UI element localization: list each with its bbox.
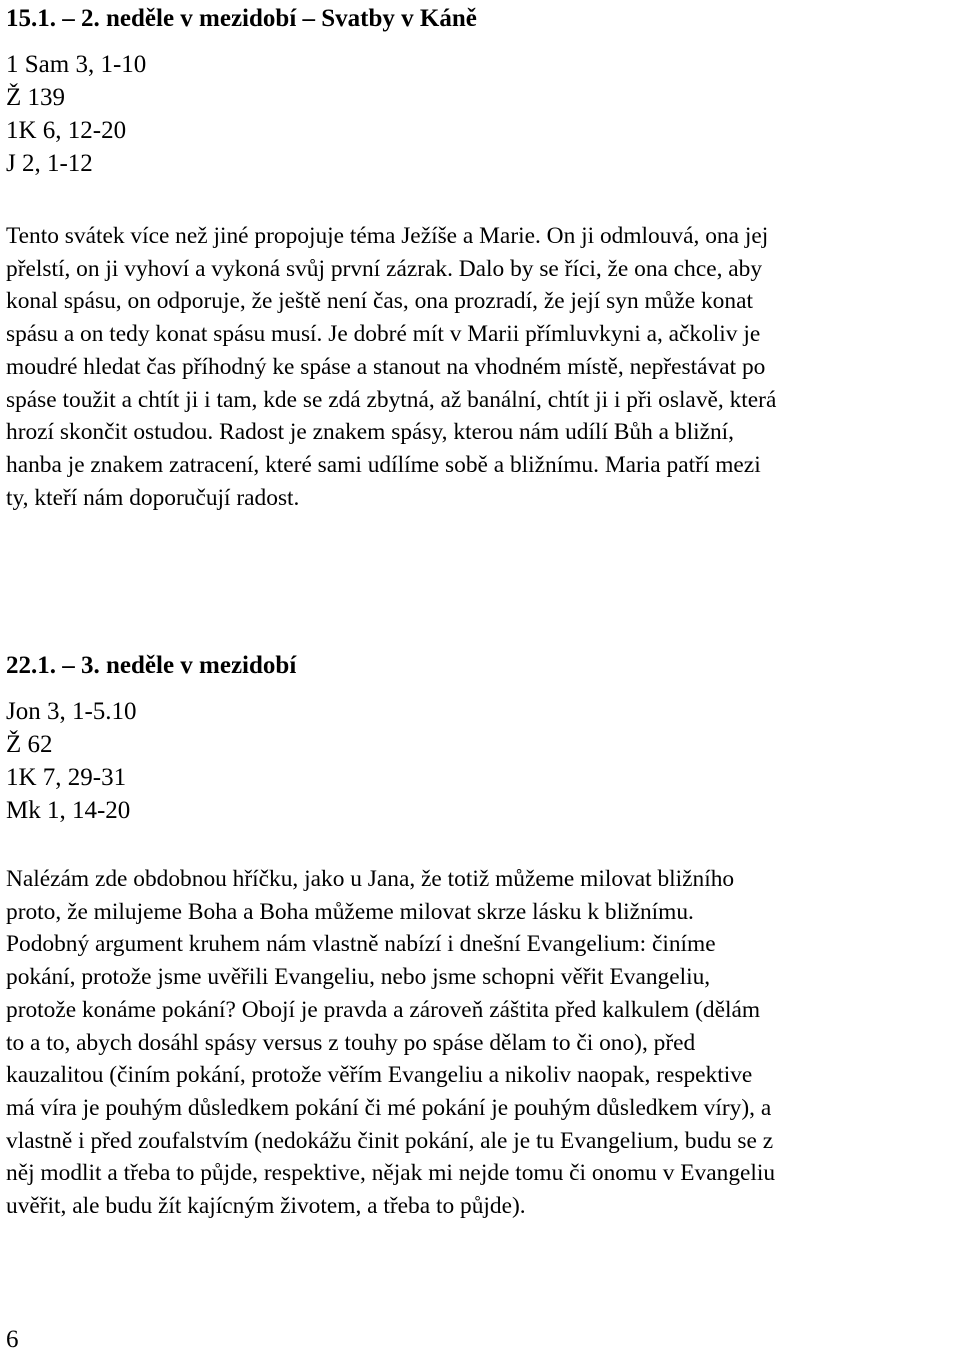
text-line: to a to, abych dosáhl spásy versus z touhy po spáse dělam to či ono), před [6, 1029, 696, 1056]
text-line: Nalézám zde obdobnou hříčku, jako u Jana, že totiž můžeme milovat bližního [6, 866, 735, 892]
reading-2: Ž 62 [6, 731, 53, 758]
section-title: 22.1. – 3. neděle v mezidobí [6, 652, 297, 679]
readings-list [6, 48, 956, 180]
text-line: hrozí skončit ostudou. Radost je znakem spásy, kterou nám udílí Bůh a bližní, [6, 419, 735, 446]
text-line: spáse toužit a chtít ji i tam, kde se zdá zbytná, až banální, chtít ji i při oslavě, která [6, 386, 777, 413]
text-line: hanba je znakem zatracení, které sami udílíme sobě a bližnímu. Maria patří mezi [6, 451, 761, 478]
reading-4: Mk 1, 14-20 [6, 797, 131, 824]
text-line: konal spásu, on odporuje, že ještě není čas, ona prozradí, že její syn může konat [6, 288, 753, 315]
text-line: uvěřit, ale budu žít kajícným životem, a třeba to půjde). [6, 1193, 526, 1220]
section-week-3 [6, 649, 956, 1223]
reflection-text [6, 863, 956, 1223]
reading-1: Jon 3, 1-5.10 [6, 698, 137, 725]
reading-3: 1K 6, 12-20 [6, 117, 127, 144]
text-line: vlastně i před zoufalstvím (nedokážu činit pokání, ale je tu Evangelium, budu se z [6, 1127, 774, 1154]
reflection-text [6, 220, 956, 514]
text-line: přelstí, on ji vyhoví a vykoná svůj první zázrak. Dalo by se říci, že ona chce, aby [6, 255, 763, 282]
text-line: něj modlit a třeba to půjde, respektive, nějak mi nejde tomu či onomu v Evangeliu [6, 1160, 776, 1187]
section-week-2 [6, 2, 956, 514]
text-line: Tento svátek více než jiné propojuje téma Ježíše a Marie. On ji odmlouvá, ona jej [6, 223, 769, 249]
section-title: 15.1. – 2. neděle v mezidobí – Svatby v Káně [6, 5, 477, 32]
text-line: spásu a on tedy konat spásu musí. Je dobré mít v Marii přímluvkyni a, ačkoliv je [6, 321, 761, 348]
text-line: proto, že milujeme Boha a Boha můžeme milovat skrze lásku k bližnímu. [6, 898, 694, 925]
text-line: moudré hledat čas příhodný ke spáse a stanout na vhodném místě, nepřestávat po [6, 353, 766, 380]
text-line: Podobný argument kruhem nám vlastně nabízí i dnešní Evangelium: činíme [6, 931, 716, 958]
text-line: kauzalitou (činím pokání, protože věřím Evangeliu a nikoliv naopak, respektive [6, 1062, 753, 1089]
page-number: 6 [6, 1326, 19, 1353]
document-page [6, 0, 956, 1220]
readings-list [6, 695, 956, 827]
text-line: pokání, protože jsme uvěřili Evangeliu, nebo jsme schopni věřit Evangeliu, [6, 964, 711, 991]
reading-1: 1 Sam 3, 1-10 [6, 51, 147, 78]
text-line: má víra je pouhým důsledkem pokání či mé pokání je pouhým důsledkem víry), a [6, 1094, 772, 1121]
text-line: protože konáme pokání? Obojí je pravda a zároveň záštita před kalkulem (dělám [6, 996, 761, 1023]
text-line: ty, kteří nám doporučují radost. [6, 484, 300, 511]
reading-4: J 2, 1-12 [6, 150, 93, 177]
reading-3: 1K 7, 29-31 [6, 764, 127, 791]
reading-2: Ž 139 [6, 84, 66, 111]
